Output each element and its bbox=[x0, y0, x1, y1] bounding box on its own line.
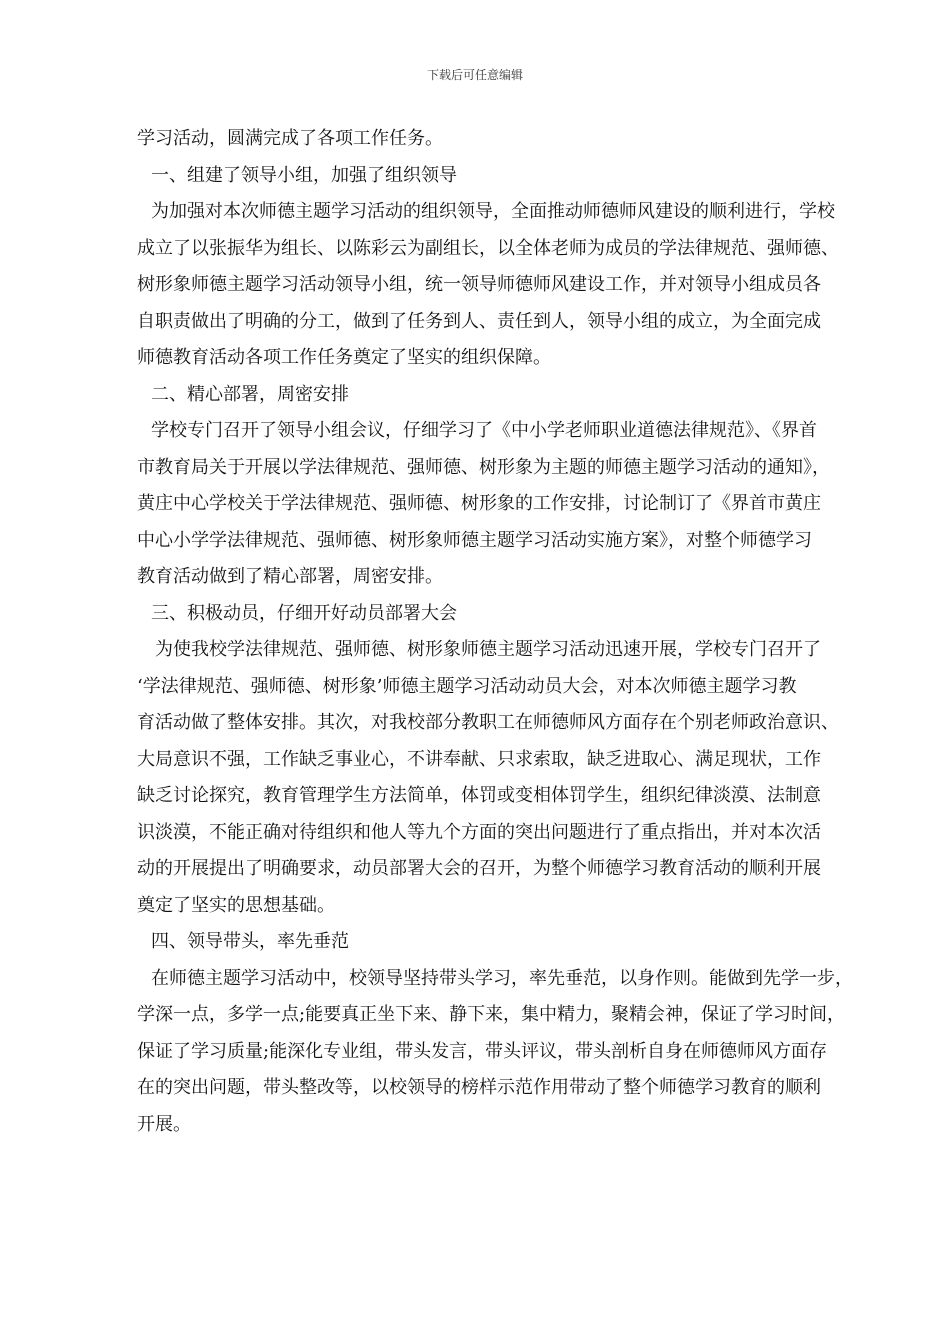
body-line: 大局意识不强，工作缺乏事业心，不讲奉献、只求索取，缺乏进取心、满足现状，工作 bbox=[137, 748, 821, 770]
body-line: 保证了学习质量;能深化专业组，带头发言，带头评议，带头剖析自身在师德师风方面存 bbox=[137, 1040, 828, 1062]
body-line: 市教育局关于开展以学法律规范、强师德、树形象为主题的师德主题学习活动的通知》， bbox=[137, 456, 830, 478]
body-line: 中心小学学法律规范、强师德、树形象师德主题学习活动实施方案》，对整个师德学习 bbox=[137, 529, 812, 551]
body-line: 师德教育活动各项工作任务奠定了坚实的组织保障。 bbox=[137, 347, 551, 368]
document-body bbox=[137, 121, 889, 1143]
body-line: 育活动做了整体安排。其次，对我校部分教职工在师德师风方面存在个别老师政治意识、 bbox=[137, 712, 839, 733]
body-line: 成立了以张振华为组长、以陈彩云为副组长，以全体老师为成员的学法律规范、强师德、 bbox=[137, 237, 839, 259]
section-heading: 二、精心部署，周密安排 bbox=[151, 383, 349, 405]
body-line: 为加强对本次师德主题学习活动的组织领导，全面推动师德师风建设的顺利进行，学校 bbox=[151, 201, 835, 222]
body-line: 识淡漠，不能正确对待组织和他人等九个方面的突出问题进行了重点指出，并对本次活 bbox=[137, 821, 821, 843]
body-line: 学深一点，多学一点;能要真正坐下来、静下来，集中精力，聚精会神，保证了学习时间， bbox=[137, 1004, 846, 1025]
body-line: 为使我校学法律规范、强师德、树形象师德主题学习活动迅速开展，学校专门召开了 bbox=[155, 639, 821, 660]
body-line: 开展。 bbox=[137, 1113, 191, 1135]
body-line: 缺乏讨论探究，教育管理学生方法简单，体罚或变相体罚学生，组织纪律淡漠、法制意 bbox=[137, 785, 821, 806]
body-line: 学习活动，圆满完成了各项工作任务。 bbox=[137, 128, 443, 149]
body-line: 学校专门召开了领导小组会议，仔细学习了《中小学老师职业道德法律规范》、《界首 bbox=[151, 420, 817, 441]
body-line: 动的开展提出了明确要求，动员部署大会的召开，为整个师德学习教育活动的顺利开展 bbox=[137, 858, 821, 879]
body-line: 在师德主题学习活动中，校领导坚持带头学习，率先垂范，以身作则。能做到先学一步， bbox=[151, 967, 853, 989]
section-heading: 一、组建了领导小组，加强了组织领导 bbox=[151, 164, 457, 186]
body-line: 在的突出问题，带头整改等，以校领导的榜样示范作用带动了整个师德学习教育的顺利 bbox=[137, 1077, 821, 1098]
body-line: 教育活动做到了精心部署，周密安排。 bbox=[137, 566, 443, 587]
body-line: 树形象师德主题学习活动领导小组，统一领导师德师风建设工作，并对领导小组成员各 bbox=[137, 274, 821, 295]
body-line: 自职责做出了明确的分工，做到了任务到人、责任到人，领导小组的成立，为全面完成 bbox=[137, 310, 821, 332]
section-heading: 四、领导带头，率先垂范 bbox=[151, 931, 349, 952]
page-header: 下载后可任意编辑 bbox=[426, 68, 523, 82]
body-line: ‘学法律规范、强师德、树形象’师德主题学习活动动员大会，对本次师德主题学习教 bbox=[137, 675, 797, 697]
section-heading: 三、积极动员，仔细开好动员部署大会 bbox=[151, 602, 457, 624]
body-line: 奠定了坚实的思想基础。 bbox=[137, 894, 335, 916]
body-line: 黄庄中心学校关于学法律规范、强师德、树形象的工作安排，讨论制订了《界首市黄庄 bbox=[137, 493, 821, 514]
